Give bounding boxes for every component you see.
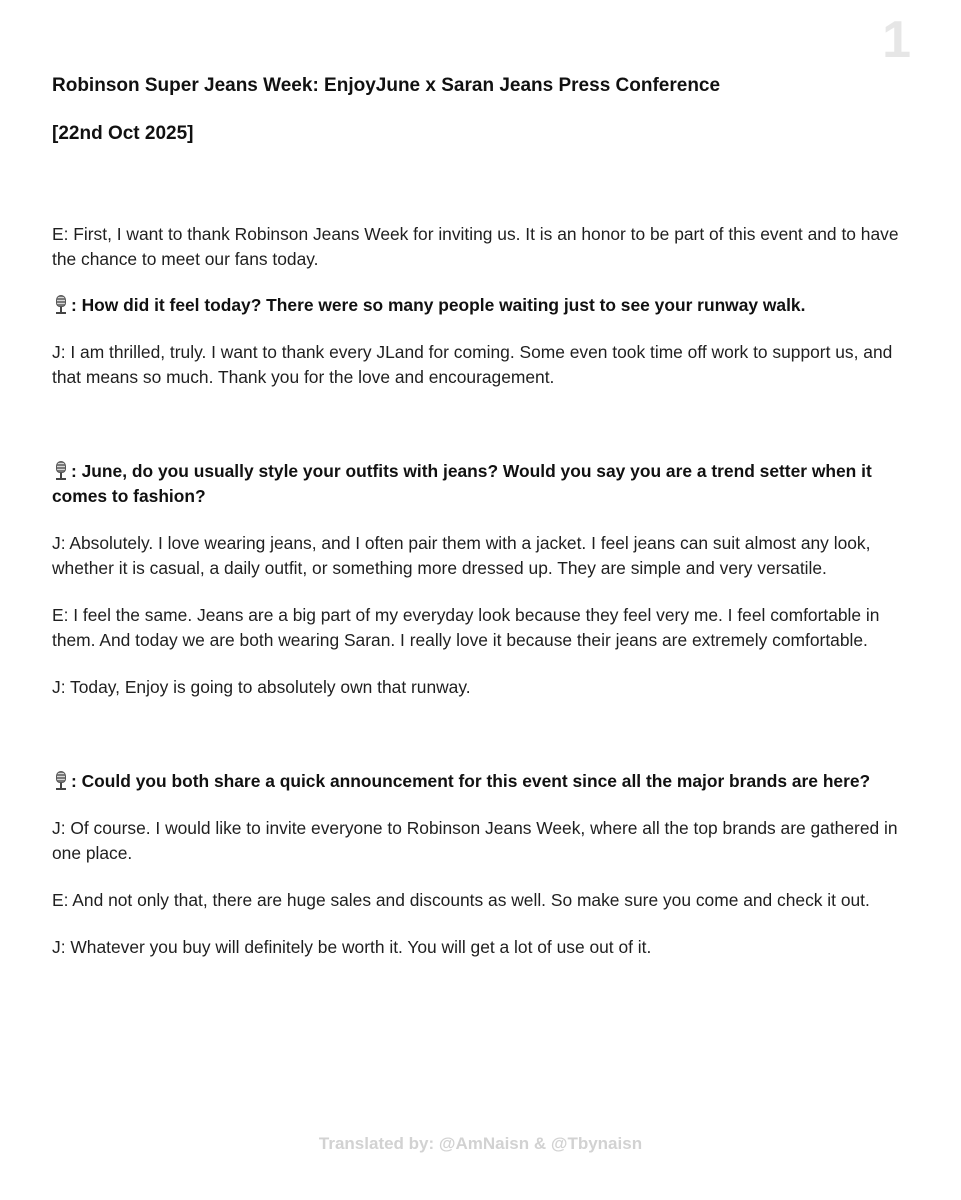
microphone-icon (54, 771, 68, 790)
answer-paragraph: J: I am thrilled, truly. I want to thank every JLand for coming. Some even took time off work to support us, and that means so much. Thank you for the love and encouragement. (52, 342, 893, 387)
answer-paragraph: J: Today, Enjoy is going to absolutely own that runway. (52, 677, 471, 697)
answer-paragraph: J: Absolutely. I love wearing jeans, and I often pair them with a jacket. I feel jeans can suit almost any look, whether it is casual, a daily outfit, or something more dressed up. They are simple and very versatile. (52, 533, 871, 578)
answer-paragraph: E: I feel the same. Jeans are a big part of my everyday look because they feel very me. I feel comfortable in them. And today we are both wearing Saran. I really love it because their jeans are extremely comfortable. (52, 605, 880, 650)
document-title: Robinson Super Jeans Week: EnjoyJune x Saran Jeans Press Conference (52, 75, 721, 96)
question-paragraph (52, 459, 902, 509)
microphone-icon (54, 461, 68, 480)
answer-paragraph: J: Of course. I would like to invite everyone to Robinson Jeans Week, where all the top brands are gathered in one place. (52, 818, 898, 863)
question-text: : Could you both share a quick announcement for this event since all the major brands are here? (71, 771, 871, 791)
translator-credit: Translated by: @AmNaisn & @Tbynaisn (318, 1134, 643, 1153)
transcript (52, 222, 902, 960)
page-number: 1 (882, 11, 911, 69)
question-paragraph (52, 293, 902, 318)
document-date: [22nd Oct 2025] (52, 123, 194, 144)
answer-paragraph: E: And not only that, there are huge sales and discounts as well. So make sure you come and check it out. (52, 890, 870, 910)
answer-paragraph: J: Whatever you buy will definitely be worth it. You will get a lot of use out of it. (52, 937, 652, 957)
question-paragraph (52, 769, 902, 794)
microphone-icon (54, 295, 68, 314)
question-text: : How did it feel today? There were so many people waiting just to see your runway walk. (71, 295, 806, 315)
answer-paragraph: E: First, I want to thank Robinson Jeans Week for inviting us. It is an honor to be part of this event and to have the chance to meet our fans today. (52, 224, 899, 269)
question-text: : June, do you usually style your outfits with jeans? Would you say you are a trend setter when it comes to fashion? (52, 461, 872, 506)
